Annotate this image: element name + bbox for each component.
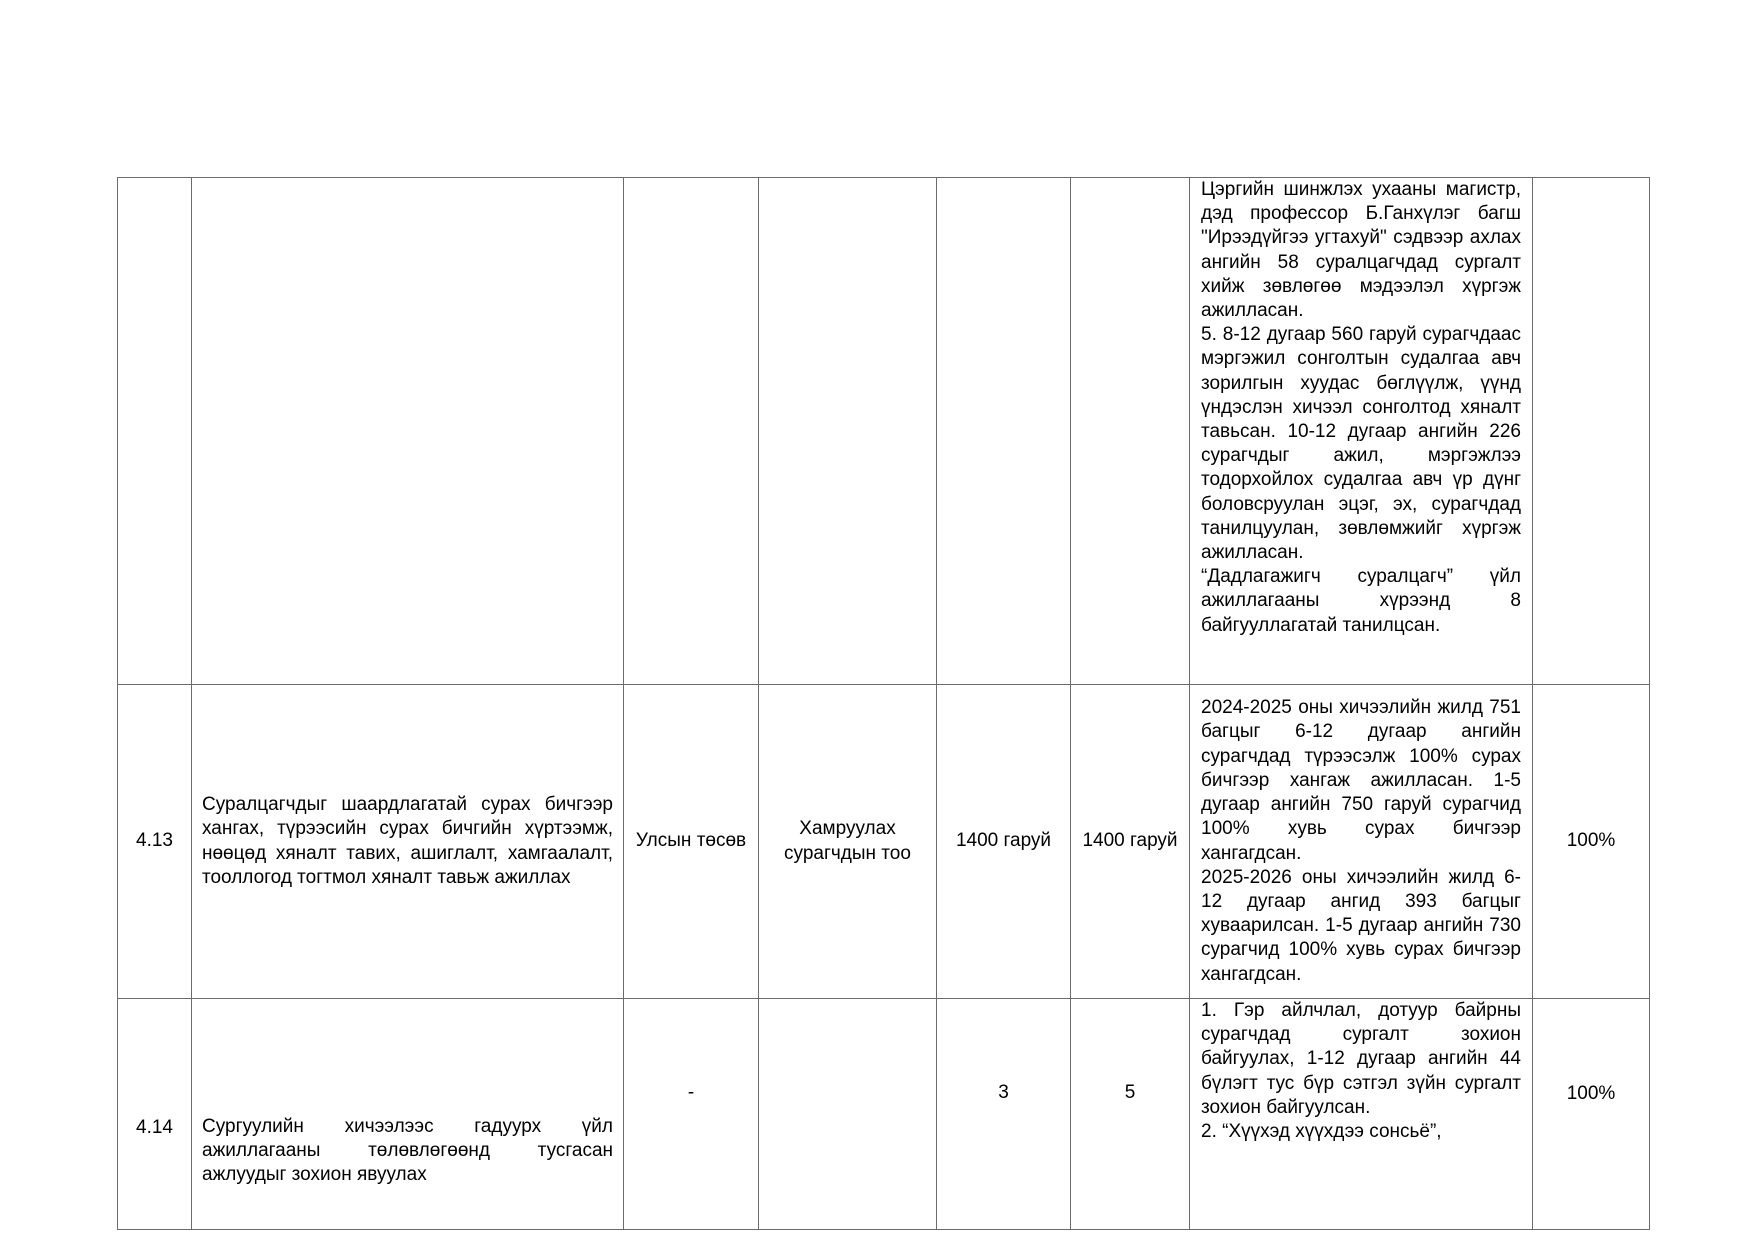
result-paragraph: 2025-2026 оны хичээлийн жилд 6-12 дугаар ангид 393 багцыг хуваарилсан. 1-5 дугаар ангийн 730 сурагчид 100% хувь сурах бичгээр хангагдсан. [1201,866,1521,985]
percent-cell: 100% [1533,685,1650,999]
target-cell: 3 [937,999,1071,1230]
table-row [118,178,1650,685]
activity-cell [192,178,624,685]
indicator-cell: Хамруулах сурагчдын тоо [759,685,937,999]
achieved-cell: 5 [1071,999,1190,1230]
row-number-cell: 4.13 [118,685,192,999]
indicator-cell [759,178,937,685]
target-cell: 1400 гаруй [937,685,1071,999]
result-paragraph: 2. “Хүүхэд хүүхдээ сонсьё”, [1201,1121,1442,1143]
percent-cell [1533,178,1650,685]
achieved-cell [1071,178,1190,685]
result-cell [1190,178,1533,685]
result-paragraph: 2024-2025 оны хичээлийн жилд 751 багцыг 6-12 дугаар ангийн сурагчдад түрээсэлж 100% сурах бичгээр хангаж ажилласан. 1-5 дугаар ангийн 750 гаруй сурагчид 100% хувь сурах бичгээр хангагдсан. [1201,697,1521,864]
result-paragraph: “Дадлагажигч суралцагч” үйл ажиллагааны хүрээнд 8 байгууллагатай танилцсан. [1201,566,1521,636]
target-cell [937,178,1071,685]
indicator-cell [759,999,937,1230]
result-paragraph: 5. 8-12 дугаар 560 гаруй сурагчдаас мэргэжил сонголтын судалгаа авч зорилгын хуудас бөглүүлж, үүнд үндэслэн хичээл сонголтод хяналт тавьсан. 10-12 дугаар ангийн 226 сурагчдыг ажил, мэргэжлээ тодорхойлох судалгаа авч үр дүнг боловсруулан эцэг, эх, сурагчдад танилцуулан, зөвлөмжийг хүргэж ажилласан. [1201,324,1521,564]
funding-cell [624,178,759,685]
achieved-cell: 1400 гаруй [1071,685,1190,999]
table-row [118,685,1650,999]
result-cell [1190,685,1533,999]
funding-cell: Улсын төсөв [624,685,759,999]
percent-cell: 100% [1533,999,1650,1230]
row-number-cell: 4.14 [118,999,192,1230]
activity-cell: Суралцагчдыг шаардлагатай сурах бичгээр хангах, түрээсийн сурах бичгийн хүртээмж, нөөцөд хяналт тавих, ашиглалт, хамгаалалт, тооллогод тогтмол хяналт тавьж ажиллах [192,685,624,999]
activity-cell: Сургуулийн хичээлээс гадуурх үйл ажиллагааны төлөвлөгөөнд тусгасан ажлуудыг зохион явуулах [192,999,624,1230]
result-paragraph: 1. Гэр айлчлал, дотуур байрны сурагчдад сургалт зохион байгуулах, 1-12 дугаар ангийн 44 бүлэгт тус бүр сэтгэл зүйн сургалт зохион байгуулсан. [1201,1000,1521,1118]
row-number-cell [118,178,192,685]
result-paragraph: Цэргийн шинжлэх ухааны магистр, дэд профессор Б.Ганхүлэг багш "Ирээдүйгээ угтахуй" сэдвээр ахлах ангийн 58 суралцагчдад сургалт хийж зөвлөгөө мэдээлэл хүргэж ажилласан. [1201,179,1521,322]
funding-cell: - [624,999,759,1230]
plan-report-table [117,177,1650,1230]
result-cell [1190,999,1533,1230]
table-row [118,999,1650,1230]
